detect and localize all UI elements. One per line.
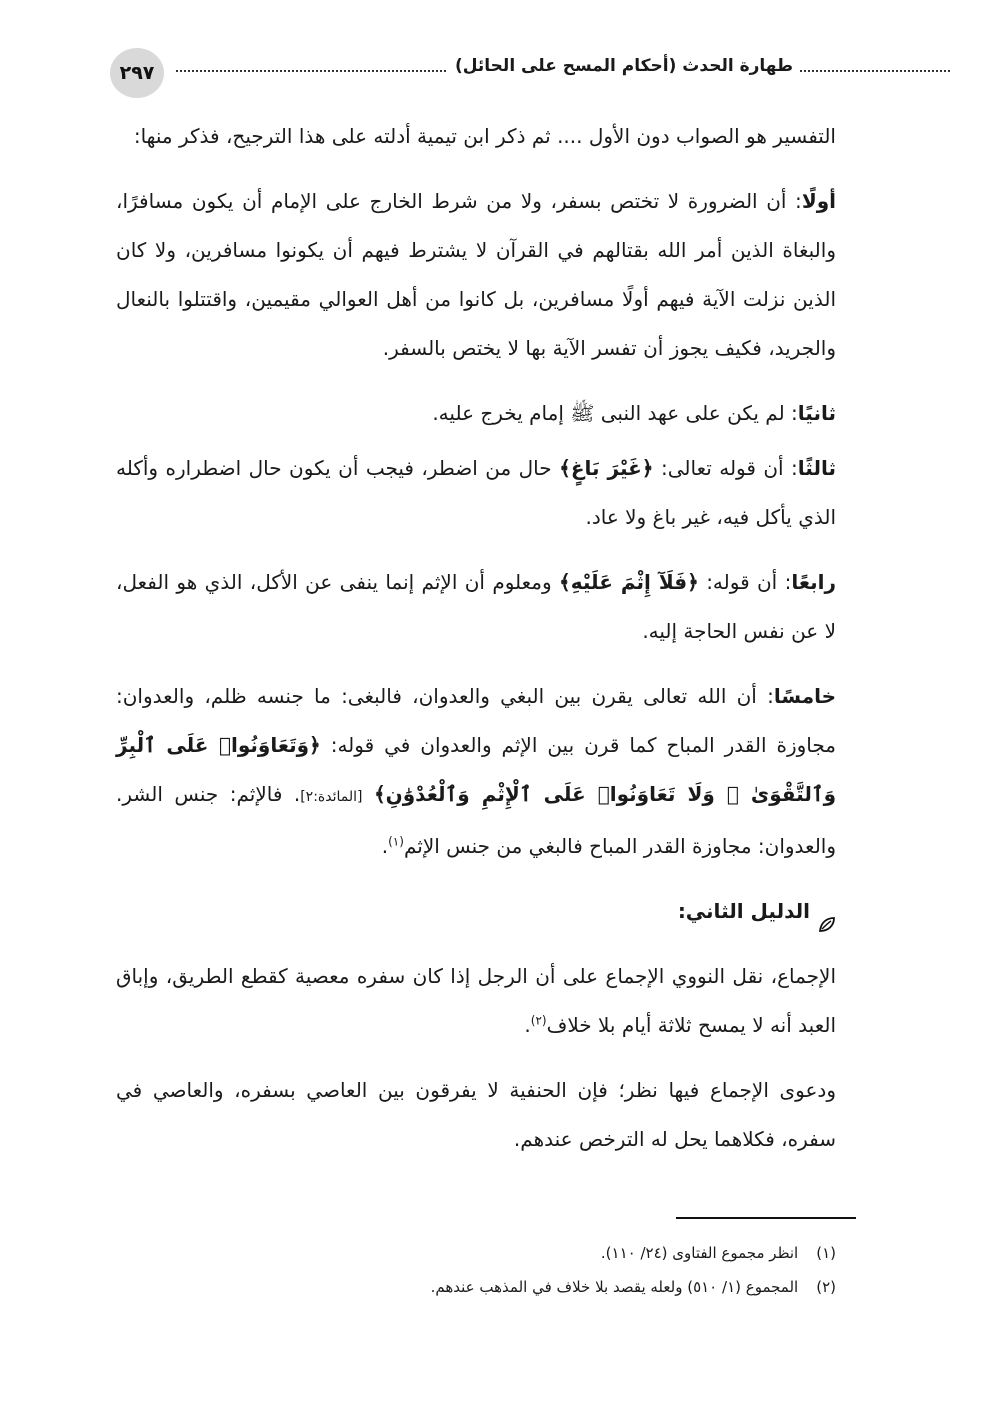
section-heading (116, 887, 836, 936)
paragraph-text: . (524, 1013, 531, 1037)
quran-quote: ﴿فَلَآ إِثْمَ عَلَيْهِ﴾ (559, 570, 699, 594)
footnote (116, 1236, 836, 1270)
header-dotted-leader-left (176, 70, 446, 72)
footnote-number: (١) (816, 1244, 836, 1262)
paragraph-text: : لم يكن على عهد النبى ﷺ إمام يخرج عليه. (432, 401, 798, 425)
footnote-text: انظر مجموع الفتاوى (٢٤/ ١١٠). (600, 1244, 799, 1262)
paragraph-second-evidence (116, 389, 836, 438)
page-number: ٢٩٧ (110, 48, 164, 98)
paragraph-text: التفسير هو الصواب دون الأول .... ثم ذكر ابن تيمية أدلته على هذا الترجيح، فذكر منها: (133, 124, 836, 148)
paragraph-intro (116, 112, 836, 161)
paragraph-text: الإجماع، نقل النووي الإجماع على أن الرجل إذا كان سفره معصية كقطع الطريق، وإباق العبد أنه لا يمسح ثلاثة أيام بلا خلاف (116, 964, 836, 1037)
paragraph-lead: ثالثًا (797, 456, 836, 480)
footnote-marker: (٢) (530, 1013, 547, 1028)
paragraph-text: : أن قوله: (698, 570, 792, 594)
quran-quote: ﴿وَتَعَاوَنُوا۟ عَلَى ٱلْبِرِّ وَٱلتَّقْوَىٰ ۖ وَلَا تَعَاوَنُوا۟ عَلَى ٱلْإِثْمِ وَٱلْعُدْوَٰنِ﴾ (116, 733, 836, 806)
paragraph-third-evidence (116, 444, 836, 542)
paragraph-text: . فالإثم: جنس الشر. والعدوان: مجاوزة القدر المباح فالبغي من جنس الإثم (116, 782, 836, 858)
paragraph-text: حال من اضطر، فيجب أن يكون حال اضطراره وأكله الذي يأكل فيه، غير باغ ولا عاد. (116, 456, 836, 529)
running-title: طهارة الحدث (أحكام المسح على الحائل) (454, 56, 794, 76)
paragraph-text: : أن قوله تعالى: (653, 456, 798, 480)
paragraph-lead: رابعًا (791, 570, 837, 594)
paragraph-fourth-evidence (116, 558, 836, 656)
header-dotted-leader-right (800, 70, 950, 72)
paragraph-text: ومعلوم أن الإثم إنما ينفى عن الأكل، الذي هو الفعل، لا عن نفس الحاجة إليه. (116, 570, 836, 643)
footnotes (116, 1236, 836, 1304)
paragraph-consensus (116, 952, 836, 1050)
paragraph-text: : أن الله تعالى يقرن بين البغي والعدوان، فالبغى: ما جنسه ظلم، والعدوان: مجاوزة القدر المباح كما قرن بين الإثم والعدوان في قوله: (116, 684, 836, 757)
paragraph-text: : أن الضرورة لا تختص بسفر، ولا من شرط الخارج على الإمام أن يكون مسافرًا، والبغاة الذين أمر الله بقتالهم في القرآن لا يشترط فيهم أن يكونوا مسافرين، ولا كان الذين نزلت الآية فيهم أولًا مسافرين، بل كانوا من أهل العوالي مقيمين، واقتتلوا بالنعال والجريد، فكيف يجوز أن تفسر الآية بها لا يختص بالسفر. (116, 189, 836, 360)
footnote (116, 1270, 836, 1304)
footnote-marker: (١) (388, 834, 404, 849)
footnote-separator (676, 1217, 856, 1219)
running-header (110, 48, 845, 98)
section-heading-text: الدليل الثاني: (677, 899, 810, 923)
quran-citation: [المائدة:٢] (300, 789, 363, 805)
footnote-text: المجموع (١/ ٥١٠) ولعله يقصد بلا خلاف في المذهب عندهم. (430, 1278, 799, 1296)
footnote-number: (٢) (816, 1278, 836, 1296)
quran-quote: ﴿غَيْرَ بَاغٍ﴾ (559, 456, 654, 480)
paragraph-text: . (381, 834, 389, 858)
paragraph-fifth-evidence (116, 672, 836, 871)
paragraph-lead: أولًا (801, 189, 836, 213)
paragraph-lead: خامسًا (773, 684, 836, 708)
paragraph-first-evidence (116, 177, 836, 373)
main-text (116, 112, 836, 1180)
paragraph-objection (116, 1066, 836, 1164)
paragraph-lead: ثانيًا (797, 401, 836, 425)
leaf-ornament-icon (818, 903, 836, 921)
paragraph-text: ودعوى الإجماع فيها نظر؛ فإن الحنفية لا يفرقون بين العاصي بسفره، والعاصي في سفره، فكلاهما يحل له الترخص عندهم. (116, 1078, 836, 1151)
